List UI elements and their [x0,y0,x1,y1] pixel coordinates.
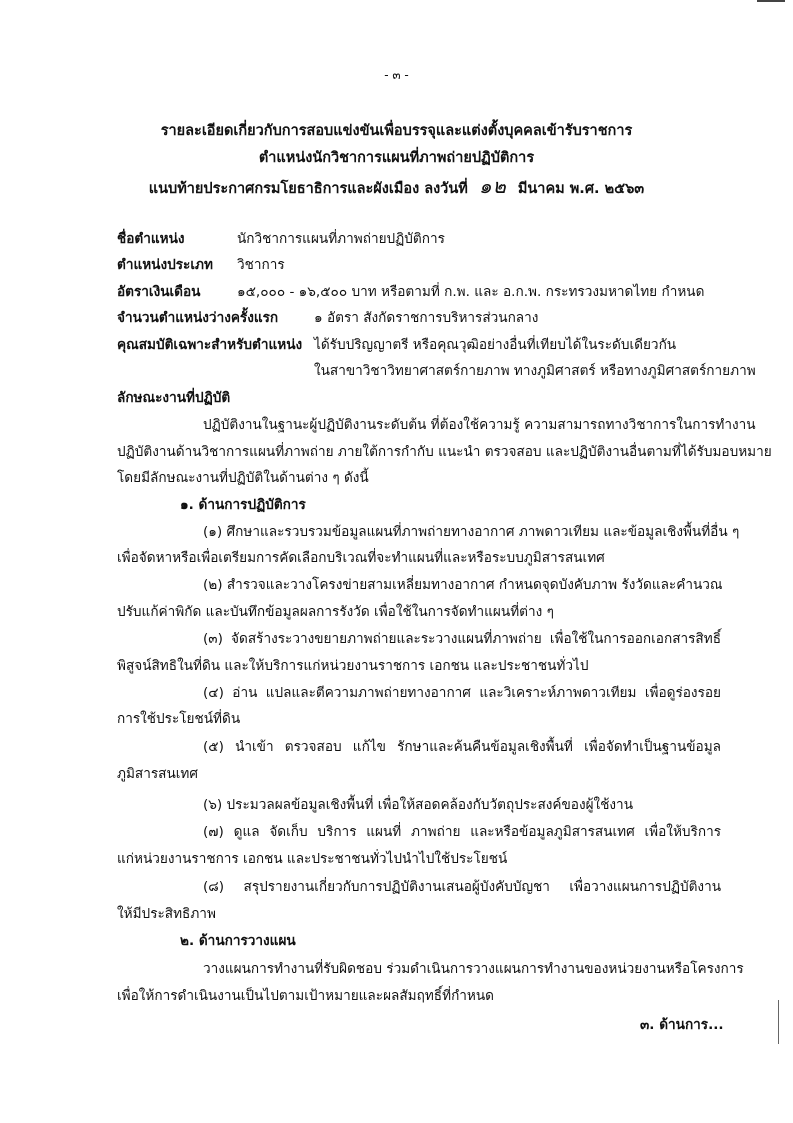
page-number: - ๓ - [384,68,409,82]
field-value-vacancies: ๑ อัตรา สังกัดราชการบริหารส่วนกลาง [314,310,539,326]
item-1-line-2: เพื่อจัดหาหรือเพื่อเตรียมการคัดเลือกบริเวณที่จะทำแผนที่และหรือระบบภูมิสารสนเทศ [117,550,605,566]
item-8-line-2: ให้มีประสิทธิภาพ [117,906,216,922]
item-4-line-1: (๔) อ่าน แปลและตีความภาพถ่ายทางอากาศ และวิเคราะห์ภาพดาวเทียม เพื่อดูร่องรอย [203,685,721,701]
item-6-line-1: (๖) ประมวลผลข้อมูลเชิงพื้นที่ เพื่อให้สอดคล้องกับวัตถุประสงค์ของผู้ใช้งาน [203,797,633,813]
section-2-line-1: วางแผนการทำงานที่รับผิดชอบ ร่วมดำเนินการวางแผนการทำงานของหน่วยงานหรือโครงการ [203,961,744,977]
item-7-line-2: แก่หน่วยงานราชการ เอกชน และประชาชนทั่วไปนำไปใช้ประโยชน์ [117,851,508,867]
scan-edge-mark [757,0,785,2]
field-label-qualifications: คุณสมบัติเฉพาะสำหรับตำแหน่ง [117,337,303,353]
handwritten-date: ๑๒ [478,174,507,198]
item-5-line-1: (๕) นำเข้า ตรวจสอบ แก้ไข รักษาและค้นคืนข้อมูลเชิงพื้นที่ เพื่อจัดทำเป็นฐานข้อมูล [203,739,721,755]
intro-line-1: ปฏิบัติงานในฐานะผู้ปฏิบัติงานระดับต้น ที่ต้องใช้ความรู้ ความสามารถทางวิชาการในการทำงาน [203,417,756,433]
item-8-line-1: (๘) สรุปรายงานเกี่ยวกับการปฏิบัติงานเสนอผู้บังคับบัญชา เพื่อวางแผนการปฏิบัติงาน [203,879,721,895]
duties-heading: ลักษณะงานที่ปฏิบัติ [117,390,231,406]
item-3-line-1: (๓) จัดสร้างระวางขยายภาพถ่ายและระวางแผนที่ภาพถ่าย เพื่อใช้ในการออกเอกสารสิทธิ์ [203,631,721,647]
field-label-position-type: ตำแหน่งประเภท [117,257,213,273]
item-5-line-2: ภูมิสารสนเทศ [117,766,198,782]
section-1-heading: ๑. ด้านการปฏิบัติการ [180,497,306,513]
field-label-position-name: ชื่อตำแหน่ง [117,231,185,247]
item-4-line-2: การใช้ประโยชน์ที่ดิน [117,711,241,727]
field-value-qualifications-1: ได้รับปริญญาตรี หรือคุณวุฒิอย่างอื่นที่เทียบได้ในระดับเดียวกัน [314,337,677,353]
field-value-salary: ๑๕,๐๐๐ - ๑๖,๕๐๐ บาท หรือตามที่ ก.พ. และ อ.ก.พ. กระทรวงมหาดไทย กำหนด [237,284,705,300]
field-value-position-type: วิชาการ [237,257,285,273]
intro-line-2: ปฏิบัติงานด้านวิชาการแผนที่ภาพถ่าย ภายใต้การกำกับ แนะนำ ตรวจสอบ และปฏิบัติงานอื่นตามที่ได้รับมอบหมาย [117,444,772,460]
field-label-vacancies: จำนวนตำแหน่งว่างครั้งแรก [117,310,279,326]
header-line-2: ตำแหน่งนักวิชาการแผนที่ภาพถ่ายปฏิบัติการ [258,150,535,166]
intro-line-3: โดยมีลักษณะงานที่ปฏิบัติในด้านต่าง ๆ ดังนี้ [117,470,369,486]
section-2-heading: ๒. ด้านการวางแผน [180,933,296,949]
item-3-line-2: พิสูจน์สิทธิในที่ดิน และให้บริการแก่หน่วยงานราชการ เอกชน และประชาชนทั่วไป [117,658,589,674]
header-line-1: รายละเอียดเกี่ยวกับการสอบแข่งขันเพื่อบรรจุและแต่งตั้งบุคคลเข้ารับราชการ [160,123,633,139]
field-label-salary: อัตราเงินเดือน [117,284,201,300]
header-line-3-text: แนบท้ายประกาศกรมโยธาธิการและผังเมือง ลงวันที่ [148,181,468,197]
item-7-line-1: (๗) ดูแล จัดเก็บ บริการ แผนที่ ภาพถ่าย และหรือข้อมูลภูมิสารสนเทศ เพื่อให้บริการ [203,824,721,840]
header-line-3-month-year: มีนาคม พ.ศ. ๒๕๖๓ [517,181,645,197]
item-1-line-1: (๑) ศึกษาและรวบรวมข้อมูลแผนที่ภาพถ่ายทางอากาศ ภาพดาวเทียม และข้อมูลเชิงพื้นที่อื่น ๆ [203,524,740,540]
field-value-qualifications-2: ในสาขาวิชาวิทยาศาสตร์กายภาพ ทางภูมิศาสตร์ หรือทางภูมิศาสตร์กายภาพ [314,363,756,379]
header-line-3 [0,170,793,202]
field-value-position-name: นักวิชาการแผนที่ภาพถ่ายปฏิบัติการ [237,231,445,247]
scan-margin-line [778,1000,779,1044]
continuation-marker: ๓. ด้านการ... [640,1017,724,1033]
item-2-line-1: (๒) สำรวจและวางโครงข่ายสามเหลี่ยมทางอากาศ กำหนดจุดบังคับภาพ รังวัดและคำนวณ [203,577,723,593]
section-2-line-2: เพื่อให้การดำเนินงานเป็นไปตามเป้าหมายและผลสัมฤทธิ์ที่กำหนด [117,988,495,1004]
item-2-line-2: ปรับแก้ค่าพิกัด และบันทึกข้อมูลผลการรังวัด เพื่อใช้ในการจัดทำแผนที่ต่าง ๆ [117,604,554,620]
